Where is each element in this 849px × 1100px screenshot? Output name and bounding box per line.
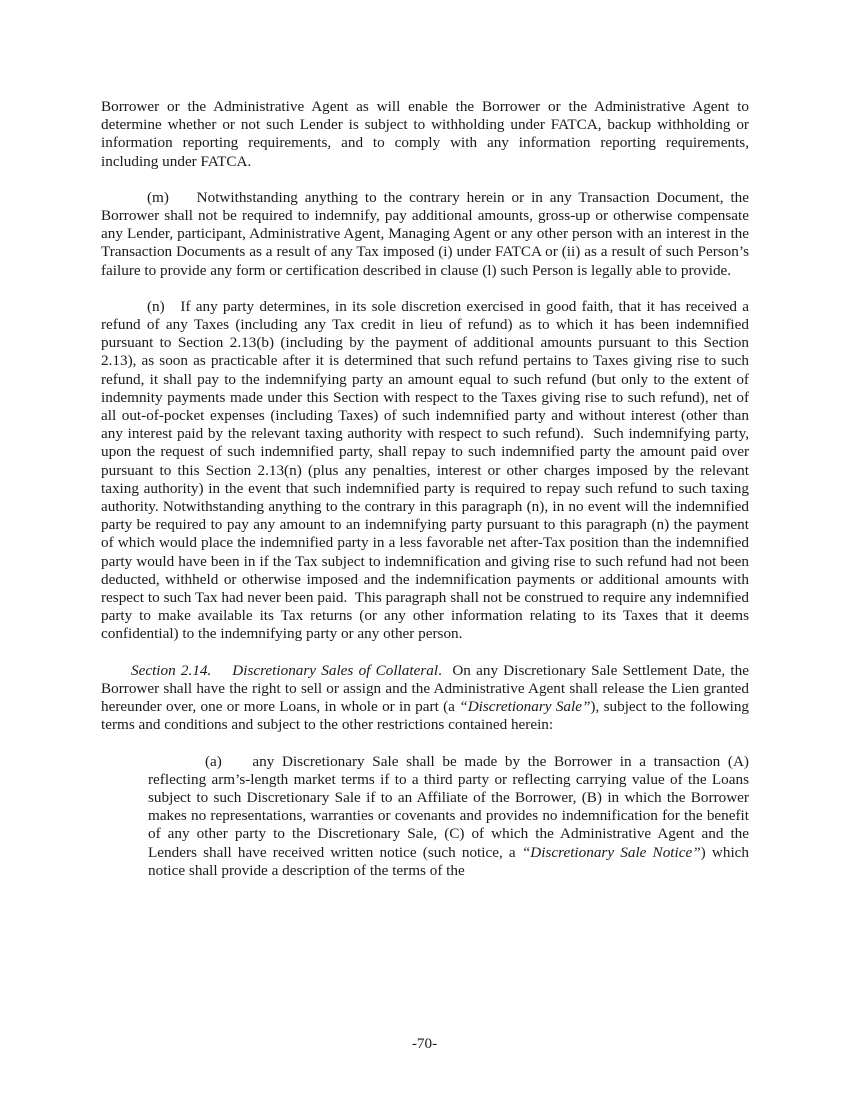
subsection-a xyxy=(148,753,749,880)
document-page xyxy=(101,98,749,880)
paragraph-n: (n) If any party determines, in its sole discretion exercised in good faith, that it has received a refund of any Taxes (including any Tax credit in lieu of refund) as to which it has been indemnified pursuant to Section 2.13(b) (including by the payment of additional amounts pursuant to this Section 2.13), as soon as practicable after it is determined that such refund pertains to Taxes giving rise to such refund, it shall pay to the indemnifying party an amount equal to such refund (but only to the extent of indemnity payments made under this Section with respect to the Taxes giving rise to such refund), net of all out-of-pocket expenses (including Taxes) of such indemnified party and without interest (other than any interest paid by the relevant taxing authority with respect to such refund). Such indemnifying party, upon the request of such indemnified party, shall repay to such indemnified party the amount paid over pursuant to this Section 2.13(n) (plus any penalties, interest or other charges imposed by the relevant taxing authority) in the event that such indemnified party is required to repay such refund to such taxing authority. Notwithstanding anything to the contrary in this paragraph (n), in no event will the indemnified party be required to pay any amount to an indemnifying party pursuant to this paragraph (n) the payment of which would place the indemnified party in a less favorable net after-Tax position than the indemnified party would have been in if the Tax subject to indemnification and giving rise to such refund had not been deducted, withheld or otherwise imposed and the indemnification payments or additional amounts with respect to such Tax had never been paid. This paragraph shall not be construed to require any indemnified party to make available its Tax returns (or any other information relating to its Taxes that it deems confidential) to the indemnifying party or any other person. xyxy=(101,297,749,643)
defined-term-discretionary-sale: “Discretionary Sale” xyxy=(459,698,591,716)
defined-term-discretionary-sale-notice: “Discretionary Sale Notice” xyxy=(521,843,701,861)
paragraph-intro: Borrower or the Administrative Agent as will enable the Borrower or the Administrative Agent to determine whether or not such Lender is subject to withholding under FATCA, backup withholding or information reporting requirements, and to comply with any information reporting requirements, including under FATCA. xyxy=(101,98,749,170)
section-title: Discretionary Sales of Collateral xyxy=(232,661,439,679)
section-body-part-2: ), subject to the following terms and conditions and subject to the other restrictions contained herein: xyxy=(101,698,750,734)
section-2-14-paragraph xyxy=(101,662,749,735)
subsection-a-text-1: (a) any Discretionary Sale shall be made by the Borrower in a transaction (A) reflecting arm’s-length market terms if to a third party or reflecting carrying value of the Loans subject to such Discretionary Sale if to an Affiliate of the Borrower, (B) in which the Borrower makes no representations, warranties or covenants and provides no indemnification for the benefit of any other party to the Discretionary Sale, (C) of which the Administrative Agent and the Lenders shall have received written notice (such notice, a xyxy=(148,752,749,861)
section-body-part-1: . On any Discretionary Sale Settlement Date, the Borrower shall have the right to sell or assign and the Administrative Agent shall release the Lien granted hereunder over, one or more Loans, in whole or in part (a xyxy=(101,661,749,716)
subsection-a-text-2: ) which notice shall provide a description of the terms of the xyxy=(148,843,749,879)
paragraph-m: (m) Notwithstanding anything to the contrary herein or in any Transaction Document, the Borrower shall not be required to indemnify, pay additional amounts, gross-up or otherwise compensate any Lender, participant, Administrative Agent, Managing Agent or any other person with an interest in the Transaction Documents as a result of any Tax imposed (i) under FATCA or (ii) as a result of such Person’s failure to provide any form or certification described in clause (l) such Person is legally able to provide. xyxy=(101,188,749,279)
paragraph-gap xyxy=(101,171,749,189)
paragraph-gap xyxy=(101,280,749,298)
paragraph-gap xyxy=(101,735,749,753)
paragraph-gap xyxy=(101,644,749,662)
section-number: Section 2.14. xyxy=(131,661,212,679)
page-number: -70- xyxy=(411,1035,438,1052)
